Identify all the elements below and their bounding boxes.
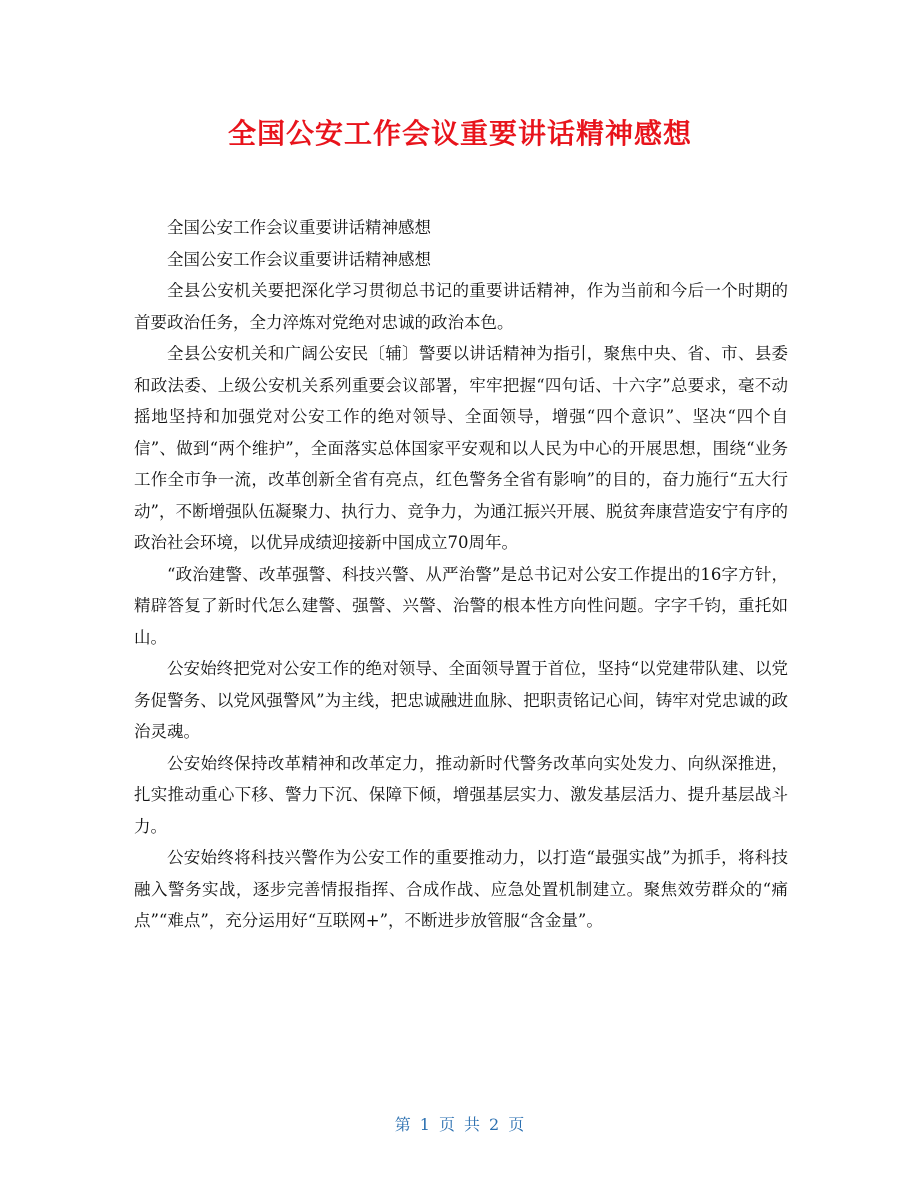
footer-total-label: 共 — [464, 1115, 482, 1134]
footer-prefix: 第 — [394, 1115, 412, 1134]
paragraph: 全县公安机关要把深化学习贯彻总书记的重要讲话精神，作为当前和今后一个时期的首要政治任务，全力淬炼对党绝对忠诚的政治本色。 — [134, 281, 788, 332]
document-body — [134, 212, 788, 937]
paragraph: 公安始终把党对公安工作的绝对领导、全面领导置于首位，坚持“以党建带队建、以党务促警务、以党风强警风”为主线，把忠诚融进血脉、把职责铭记心间，铸牢对党忠诚的政治灵魂。 — [134, 659, 788, 741]
paragraph: 公安始终将科技兴警作为公安工作的重要推动力，以打造“最强实战”为抓手，将科技融入警务实战，逐步完善情报指挥、合成作战、应急处置机制建立。聚焦效劳群众的“痛点”“难点”，充分运用好“互联网+”，不断进步放管服“含金量”。 — [134, 848, 788, 930]
paragraph: 全国公安工作会议重要讲话精神感想 — [167, 249, 431, 269]
footer-page-number: 1 — [419, 1115, 431, 1134]
paragraph: 全国公安工作会议重要讲话精神感想 — [167, 218, 431, 237]
document-title: 全国公安工作会议重要讲话精神感想 — [227, 117, 692, 150]
footer-total-pages: 2 — [489, 1115, 501, 1134]
footer-page-label: 页 — [438, 1115, 456, 1134]
paragraph: 公安始终保持改革精神和改革定力，推动新时代警务改革向实处发力、向纵深推进，扎实推动重心下移、警力下沉、保障下倾，增强基层实力、激发基层活力、提升基层战斗力。 — [134, 753, 788, 836]
paragraph: “政治建警、改革强警、科技兴警、从严治警”是总书记对公安工作提出的16字方针，精辟答复了新时代怎么建警、强警、兴警、治警的根本性方向性问题。字字千钧，重托如山。 — [134, 564, 788, 647]
paragraph: 全县公安机关和广阔公安民〔辅〕警要以讲话精神为指引，聚焦中央、省、市、县委和政法委、上级公安机关系列重要会议部署，牢牢把握“四句话、十六字”总要求，毫不动摇地坚持和加强党对公安工作的绝对领导、全面领导，增强“四个意识”、坚决“四个自信”、做到“两个维护”，全面落实总体国家平安观和以人民为中心的开展思想，围绕“业务工作全市争一流，改革创新全省有亮点，红色警务全省有影响”的目的，奋力施行“五大行动”，不断增强队伍凝聚力、执行力、竞争力，为通江振兴开展、脱贫奔康营造安宁有序的政治社会环境，以优异成绩迎接新中国成立70周年。 — [134, 344, 788, 552]
page-footer — [0, 1112, 920, 1135]
footer-suffix: 页 — [508, 1115, 526, 1134]
